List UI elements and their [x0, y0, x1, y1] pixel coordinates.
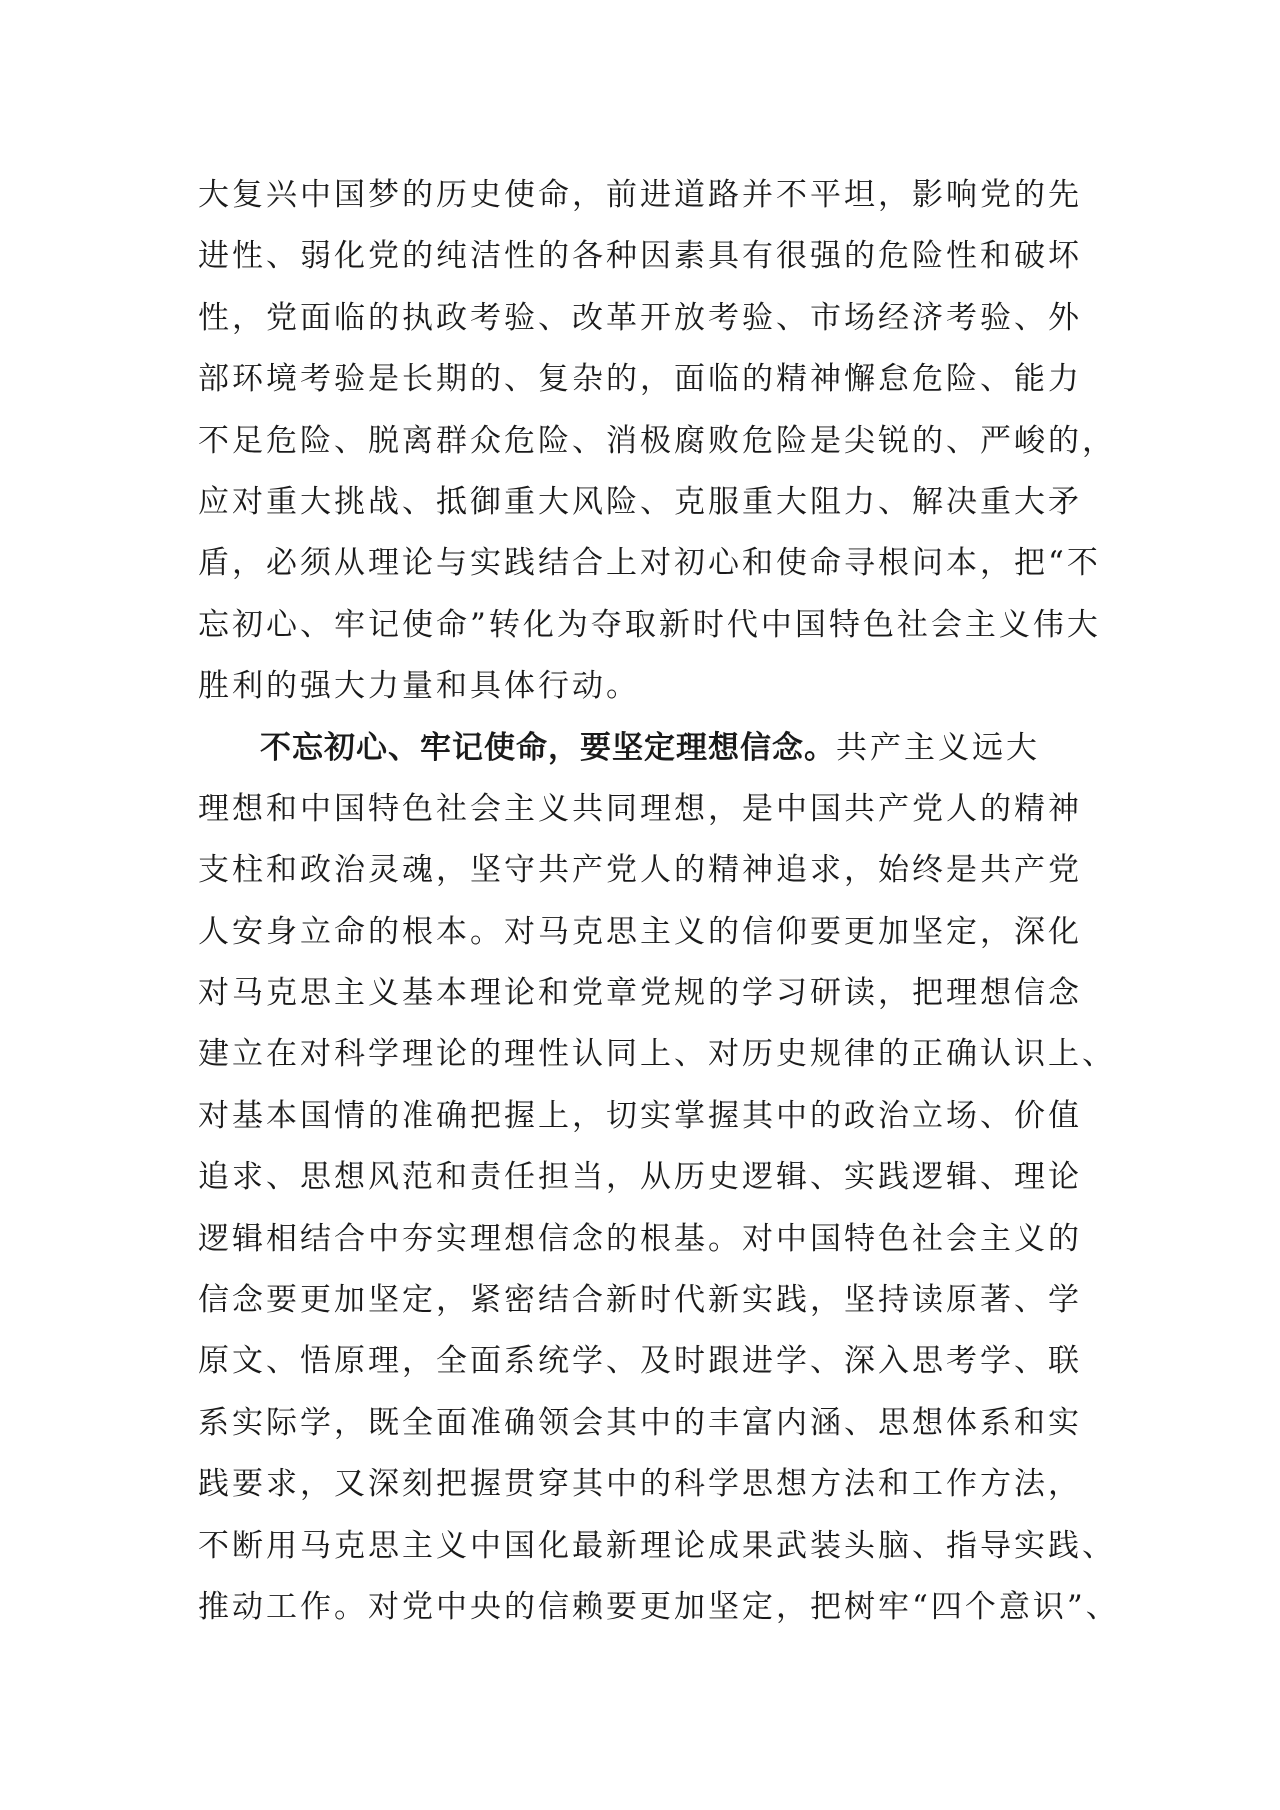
text-line: 对基本国情的准确把握上，切实掌握其中的政治立场、价值 — [198, 1097, 1082, 1134]
text-line: 大复兴中国梦的历史使命，前进道路并不平坦，影响党的先 — [198, 177, 1082, 213]
text-line: 原文、悟原理，全面系统学、及时跟进学、深入思考学、联 — [198, 1343, 1082, 1380]
text-line: 追求、思想风范和责任担当，从历史逻辑、实践逻辑、理论 — [198, 1159, 1082, 1196]
text-line: 理想和中国特色社会主义共同理想，是中国共产党人的精神 — [198, 790, 1082, 827]
text-line: 建立在对科学理论的理性认同上、对历史规律的正确认识上、 — [198, 1036, 1116, 1073]
paragraph-2 — [198, 718, 1120, 1639]
text-line: 系实际学，既全面准确领会其中的丰富内涵、思想体系和实 — [198, 1404, 1082, 1441]
text-line: 部环境考验是长期的、复杂的，面临的精神懈怠危险、能力 — [198, 361, 1082, 398]
text-line: 性，党面临的执政考验、改革开放考验、市场经济考验、外 — [198, 299, 1082, 336]
text-line: 对马克思主义基本理论和党章党规的学习研读，把理想信念 — [198, 975, 1082, 1012]
text-line: 进性、弱化党的纯洁性的各种因素具有很强的危险性和破坏 — [198, 238, 1082, 275]
text-line: 逻辑相结合中夯实理想信念的根基。对中国特色社会主义的 — [198, 1220, 1082, 1257]
text-line: 不足危险、脱离群众危险、消极腐败危险是尖锐的、严峻的， — [198, 422, 1116, 459]
text-line: 推动工作。对党中央的信赖要更加坚定，把树牢“四个意识”、 — [198, 1588, 1120, 1625]
text-line: 践要求，又深刻把握贯穿其中的科学思想方法和工作方法， — [198, 1466, 1082, 1503]
text-span: 共产主义远大 — [836, 729, 1040, 766]
text-line: 应对重大挑战、抵御重大风险、克服重大阻力、解决重大矛 — [198, 483, 1082, 520]
text-line: 不断用马克思主义中国化最新理论成果武装头脑、指导实践、 — [198, 1527, 1116, 1564]
paragraph-1 — [198, 165, 1116, 718]
paragraph-heading: 不忘初心、牢记使命，要坚定理想信念。 — [260, 729, 836, 766]
text-line: 支柱和政治灵魂，坚守共产党人的精神追求，始终是共产党 — [198, 852, 1082, 889]
paragraph-first-line — [198, 718, 1098, 779]
body-text — [198, 165, 1120, 1638]
text-line: 信念要更加坚定，紧密结合新时代新实践，坚持读原著、学 — [198, 1282, 1082, 1319]
text-line: 盾，必须从理论与实践结合上对初心和使命寻根问本，把“不 — [198, 545, 1101, 582]
text-line: 人安身立命的根本。对马克思主义的信仰要更加坚定，深化 — [198, 913, 1082, 950]
text-line: 胜利的强大力量和具体行动。 — [198, 668, 640, 705]
text-line: 忘初心、牢记使命”转化为夺取新时代中国特色社会主义伟大 — [198, 606, 1101, 643]
